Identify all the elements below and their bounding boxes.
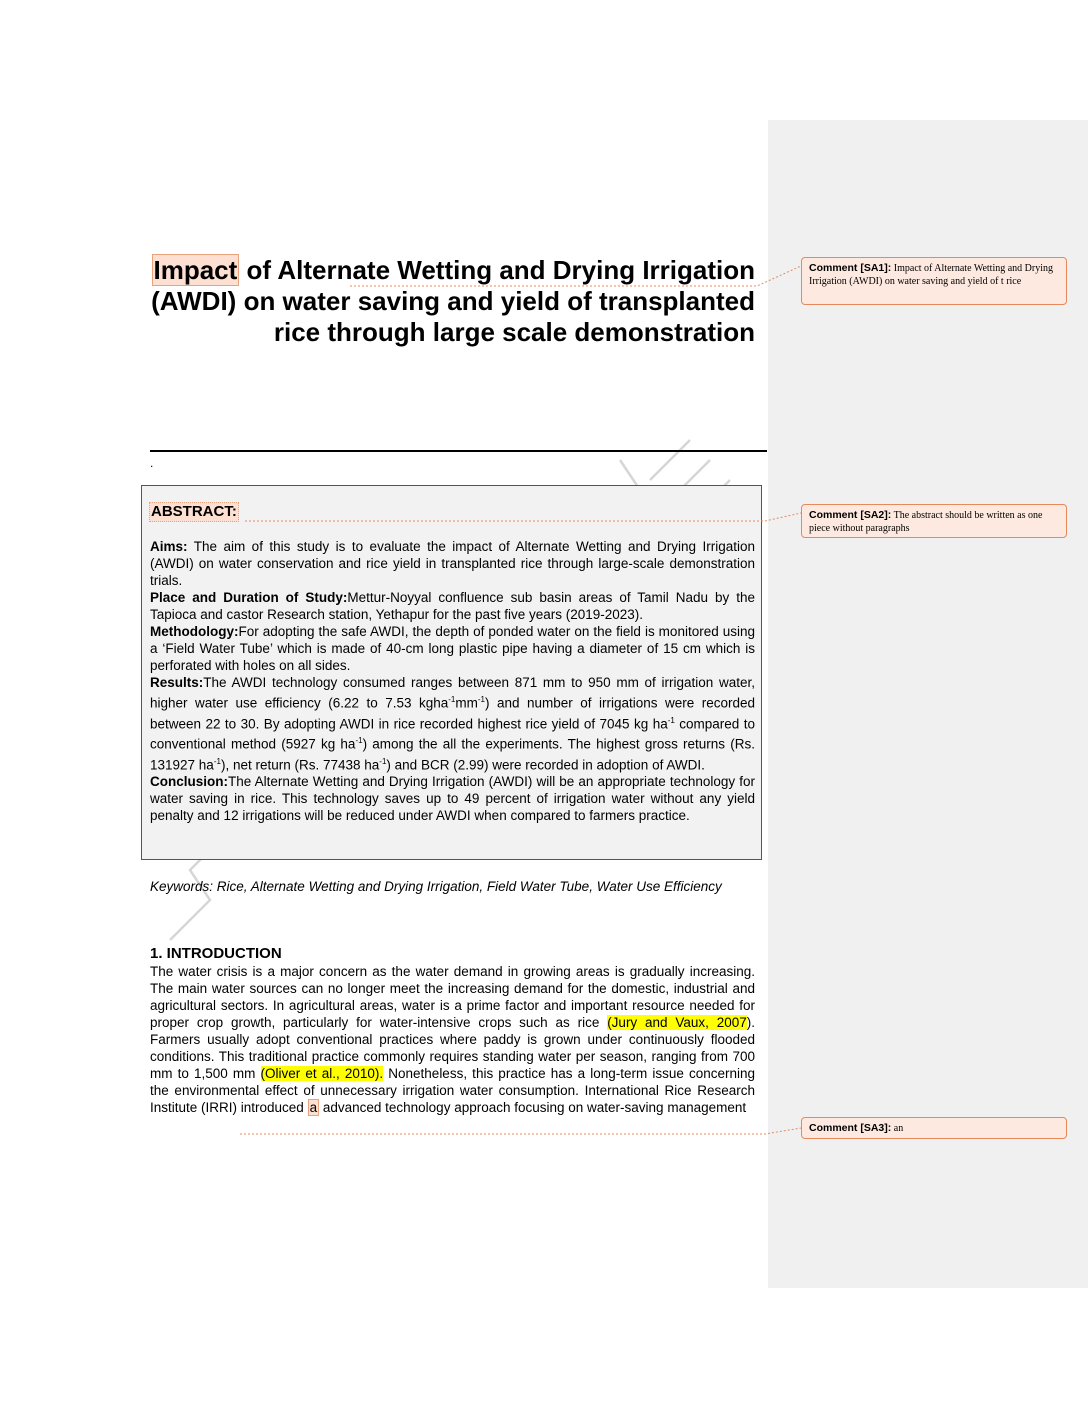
superscript: -1 — [448, 695, 456, 704]
introduction-paragraph — [150, 963, 755, 1116]
comment-sa1[interactable] — [801, 257, 1067, 305]
citation-jury-vaux[interactable]: (Jury and Vaux, 2007 — [607, 1015, 747, 1030]
results-text: compared to conventional method (5927 kg ha — [150, 716, 755, 752]
intro-text: advanced technology approach focusing on water-saving management — [319, 1100, 747, 1115]
comment-text: The abstract should be written as one piece without paragraphs — [809, 510, 1043, 534]
results-text: The AWDI technology consumed ranges between 871 mm to 950 mm of irrigation water, higher water use efficiency (6.22 to 7.53 kgha — [150, 675, 755, 711]
intro-text: Nonetheless, this practice has a long-term issue concerning the environmental effect of unnecessary irrigation water consumption. International Rice Research Institute (IRRI) introduced — [150, 1066, 756, 1115]
superscript: -1 — [667, 715, 675, 725]
abstract-aims — [150, 538, 755, 589]
keywords: Keywords: Rice, Alternate Wetting and Drying Irrigation, Field Water Tube, Water Use Efficiency — [150, 879, 722, 894]
comment-tag: Comment [SA3]: — [809, 1122, 892, 1134]
abstract-heading[interactable]: ABSTRACT: — [151, 503, 237, 520]
comment-tag: Comment [SA1]: — [809, 262, 892, 274]
conclusion-text: The Alternate Wetting and Drying Irrigation (AWDI) will be an appropriate technology for water saving in rice. This technology saves up to 49 percent of irrigation water without any yield penalty and 12 irrigations will be reduced under AWDI when compared to farmers practice. — [150, 774, 755, 823]
results-text: ), net return (Rs. 77438 ha — [220, 757, 380, 772]
aims-label: Aims: — [150, 539, 188, 554]
superscript: -1 — [355, 736, 363, 745]
superscript: -1 — [213, 756, 221, 766]
method-label: Methodology: — [150, 624, 239, 639]
stray-dot: . — [150, 456, 154, 470]
abstract-conclusion — [150, 773, 755, 824]
results-text: ) and number of irrigations were recorded between 22 to 30. By adopting AWDI in rice recorded highest rice yield of 7045 kg ha — [150, 695, 755, 731]
intro-text: The water crisis is a major concern as the water demand in growing areas is gradually increasing. The main water sources can no longer meet the increasing demand for the domestic, industrial and agricultural sectors. In agricultural areas, water is a prime factor and important resource needed for proper crop growth, particularly for water-intensive crops such as rice — [150, 964, 755, 1030]
abstract-results — [150, 674, 755, 773]
place-label: Place and Duration of Study: — [150, 590, 348, 605]
superscript: -1 — [379, 756, 387, 766]
citation-oliver[interactable]: (Oliver et al., 2010). — [260, 1066, 384, 1081]
abstract-body — [150, 538, 755, 824]
title-commented-word[interactable]: Impact — [153, 255, 238, 285]
method-text: For adopting the safe AWDI, the depth of ponded water on the field is monitored using a ‘Field Water Tube’ which is made of 40-cm long plastic pipe having a diameter of 15 cm which is perforated with holes on all sides. — [150, 624, 755, 673]
comment-text: an — [891, 1123, 904, 1134]
place-text: Mettur-Noyyal confluence sub basin areas of Tamil Nadu by the Tapioca and castor Research station, Yethapur for the past five years (2019-2023). — [150, 590, 755, 622]
results-label: Results: — [150, 675, 204, 690]
paper-title — [150, 255, 755, 348]
abstract-place — [150, 589, 755, 623]
title-text: of Alternate Wetting and Drying Irrigation (AWDI) on water saving and yield of transplanted rice through large scale demonstration — [151, 255, 755, 347]
comment-sa3[interactable] — [801, 1117, 1067, 1139]
superscript: -1 — [477, 695, 486, 704]
title-divider — [150, 450, 767, 452]
introduction-heading: 1. INTRODUCTION — [150, 945, 282, 962]
conclusion-label: Conclusion: — [150, 774, 228, 789]
abstract-methodology — [150, 623, 755, 674]
results-text: ) and BCR (2.99) were recorded in adoption of AWDI. — [386, 757, 705, 772]
results-text: ) among the all the experiments. The highest gross returns (Rs. 131927 ha — [150, 736, 756, 772]
results-text: mm — [455, 695, 478, 711]
comment-sa2[interactable] — [801, 504, 1067, 538]
commented-word-a[interactable]: a — [309, 1100, 318, 1115]
comment-text: Impact of Alternate Wetting and Drying Irrigation (AWDI) on water saving and yield of t rice — [809, 263, 1054, 287]
intro-text: ). Farmers usually adopt conventional practices where paddy is grown under continuously flooded conditions. This traditional practice commonly requires standing water per season, ranging from 700 mm to 1,500 mm — [150, 1015, 755, 1081]
introduction-body — [150, 963, 755, 1116]
comment-tag: Comment [SA2]: — [809, 509, 892, 521]
aims-text: The aim of this study is to evaluate the impact of Alternate Wetting and Drying Irrigation (AWDI) on water conservation and rice yield in transplanted rice through large-scale demonstration trials. — [150, 539, 755, 588]
